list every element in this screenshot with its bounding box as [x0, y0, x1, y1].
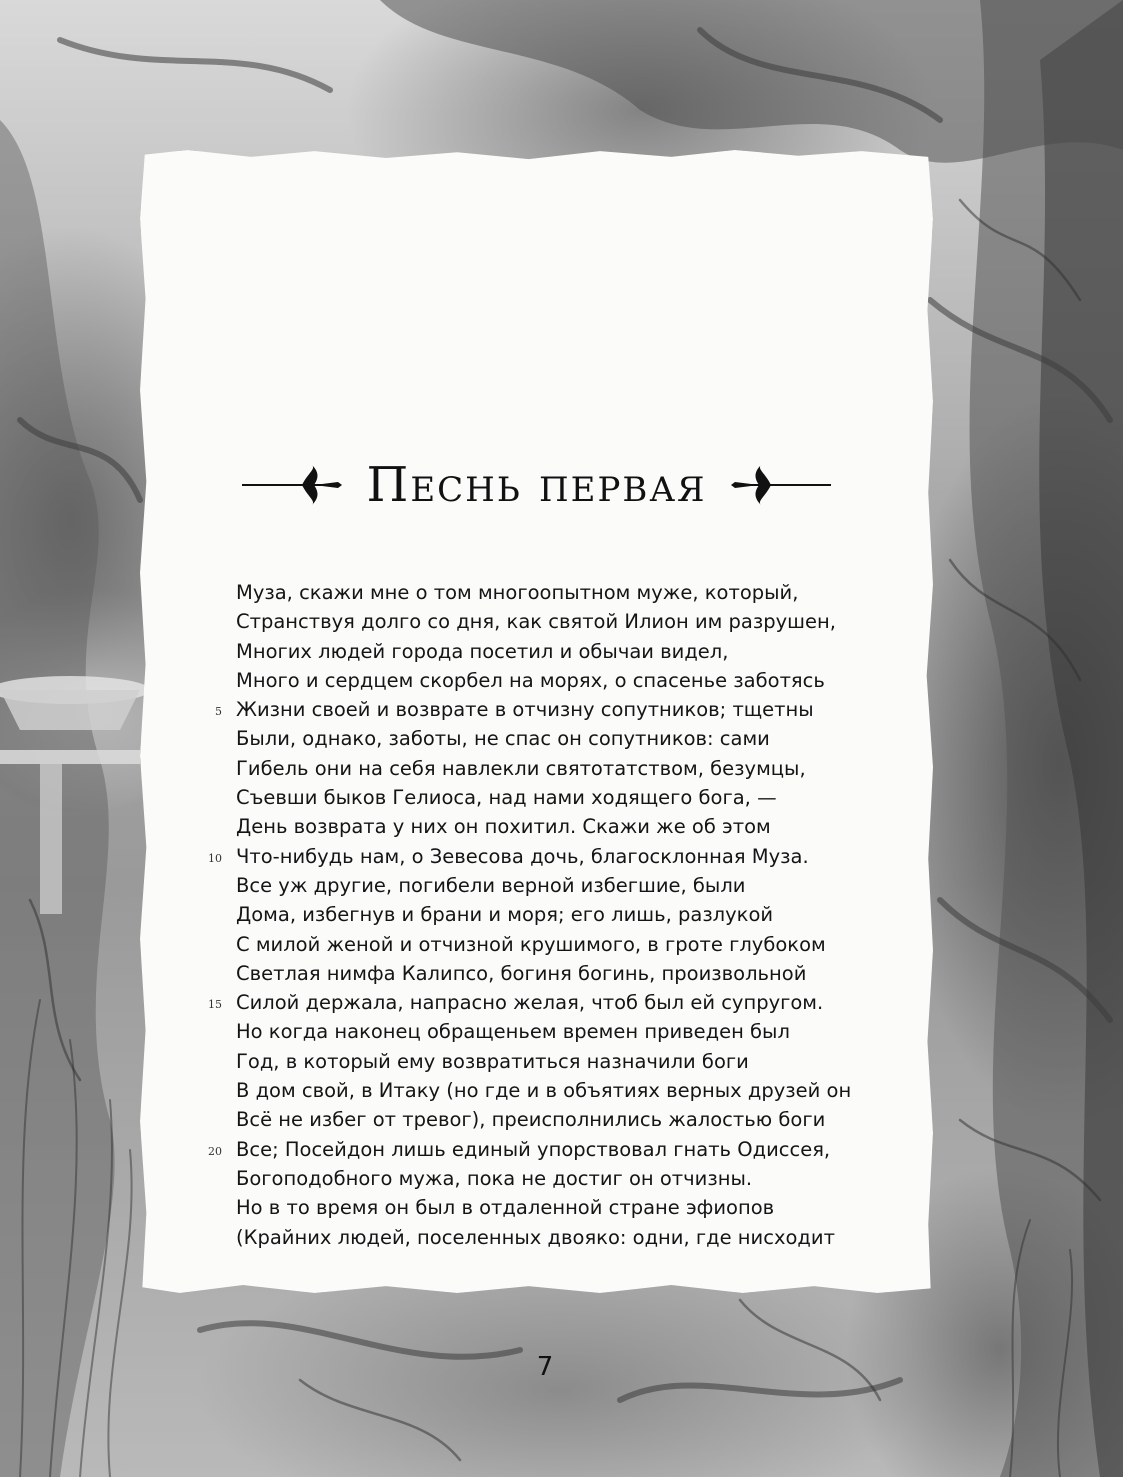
verse-line-text: Год, в который ему возвратиться назначили боги [236, 1049, 749, 1073]
fleuron-right-icon [731, 465, 831, 505]
verse-line-text: С милой женой и отчизной крушимого, в гроте глубоком [236, 932, 826, 956]
verse-line [236, 1164, 896, 1193]
verse-line [236, 578, 896, 607]
verse-line [236, 930, 896, 959]
verse-line [236, 1223, 896, 1252]
verse-line-text: Но когда наконец обращеньем времен приведен был [236, 1020, 790, 1044]
poem-text [208, 578, 896, 1252]
verse-line [236, 1105, 896, 1134]
verse-line-text: День возврата у них он похитил. Скажи же об этом [236, 815, 771, 839]
verse-line-text: Многих людей города посетил и обычаи видел, [236, 639, 729, 663]
verse-line [236, 812, 896, 841]
verse-line-text: Были, однако, заботы, не спас он сопутников: сами [236, 727, 770, 751]
verse-line-text: Съевши быков Гелиоса, над нами ходящего бога, — [236, 786, 777, 810]
verse-line-text: Много и сердцем скорбел на морях, о спасенье заботясь [236, 668, 825, 692]
chapter-heading [140, 455, 933, 515]
verse-line [236, 959, 896, 988]
verse-line [236, 783, 896, 812]
page-title: Песнь первая [366, 457, 707, 513]
line-number: 5 [215, 705, 222, 719]
line-number: 15 [208, 998, 222, 1012]
fleuron-left-icon [242, 465, 342, 505]
verse-line [208, 842, 896, 871]
line-number: 10 [208, 851, 222, 865]
verse-line [208, 1135, 896, 1164]
verse-line-text: Всё не избег от тревог), преисполнились жалостью боги [236, 1108, 826, 1132]
verse-line-text: Все; Посейдон лишь единый упорствовал гнать Одиссея, [236, 1137, 831, 1161]
verse-line [236, 1047, 896, 1076]
verse-line-text: Все уж другие, погибели верной избегшие, были [236, 873, 746, 897]
verse-line-text: Богоподобного мужа, пока не достиг он отчизны. [236, 1166, 753, 1190]
verse-line-text: Муза, скажи мне о том многоопытном муже, который, [236, 581, 799, 604]
verse-line [208, 988, 896, 1017]
verse-line [236, 871, 896, 900]
verse-line-text: В дом свой, в Итаку (но где и в объятиях верных друзей он [236, 1079, 852, 1103]
verse-line [236, 666, 896, 695]
verse-line-text: Силой держала, напрасно желая, чтоб был ей супругом. [236, 991, 824, 1015]
page-number: 7 [536, 1352, 554, 1382]
verse-line-text: Дома, избегнув и брани и моря; его лишь, разлукой [236, 903, 774, 927]
verse-line-text: Но в то время он был в отдаленной стране эфиопов [236, 1196, 775, 1220]
verse-line [236, 900, 896, 929]
verse-line-text: (Крайних людей, поселенных двояко: одни, где нисходит [236, 1225, 835, 1249]
verse-line [236, 607, 896, 636]
verse-line [236, 1193, 896, 1222]
verse-line [236, 1017, 896, 1046]
verse-line-text: Гибель они на себя навлекли святотатством, безумцы, [236, 756, 806, 780]
verse-line [236, 754, 896, 783]
verse-line [215, 695, 896, 724]
verse-line [236, 724, 896, 753]
verse-line-text: Странствуя долго со дня, как святой Илион им разрушен, [236, 610, 836, 634]
verse-line-text: Светлая нимфа Калипсо, богиня богинь, произвольной [236, 961, 807, 985]
verse-line [236, 1076, 896, 1105]
line-number: 20 [208, 1144, 222, 1158]
verse-line [236, 637, 896, 666]
verse-line-text: Жизни своей и возврате в отчизну сопутников; тщетны [236, 698, 814, 722]
verse-line-text: Что-нибудь нам, о Зевесова дочь, благосклонная Муза. [236, 844, 809, 868]
